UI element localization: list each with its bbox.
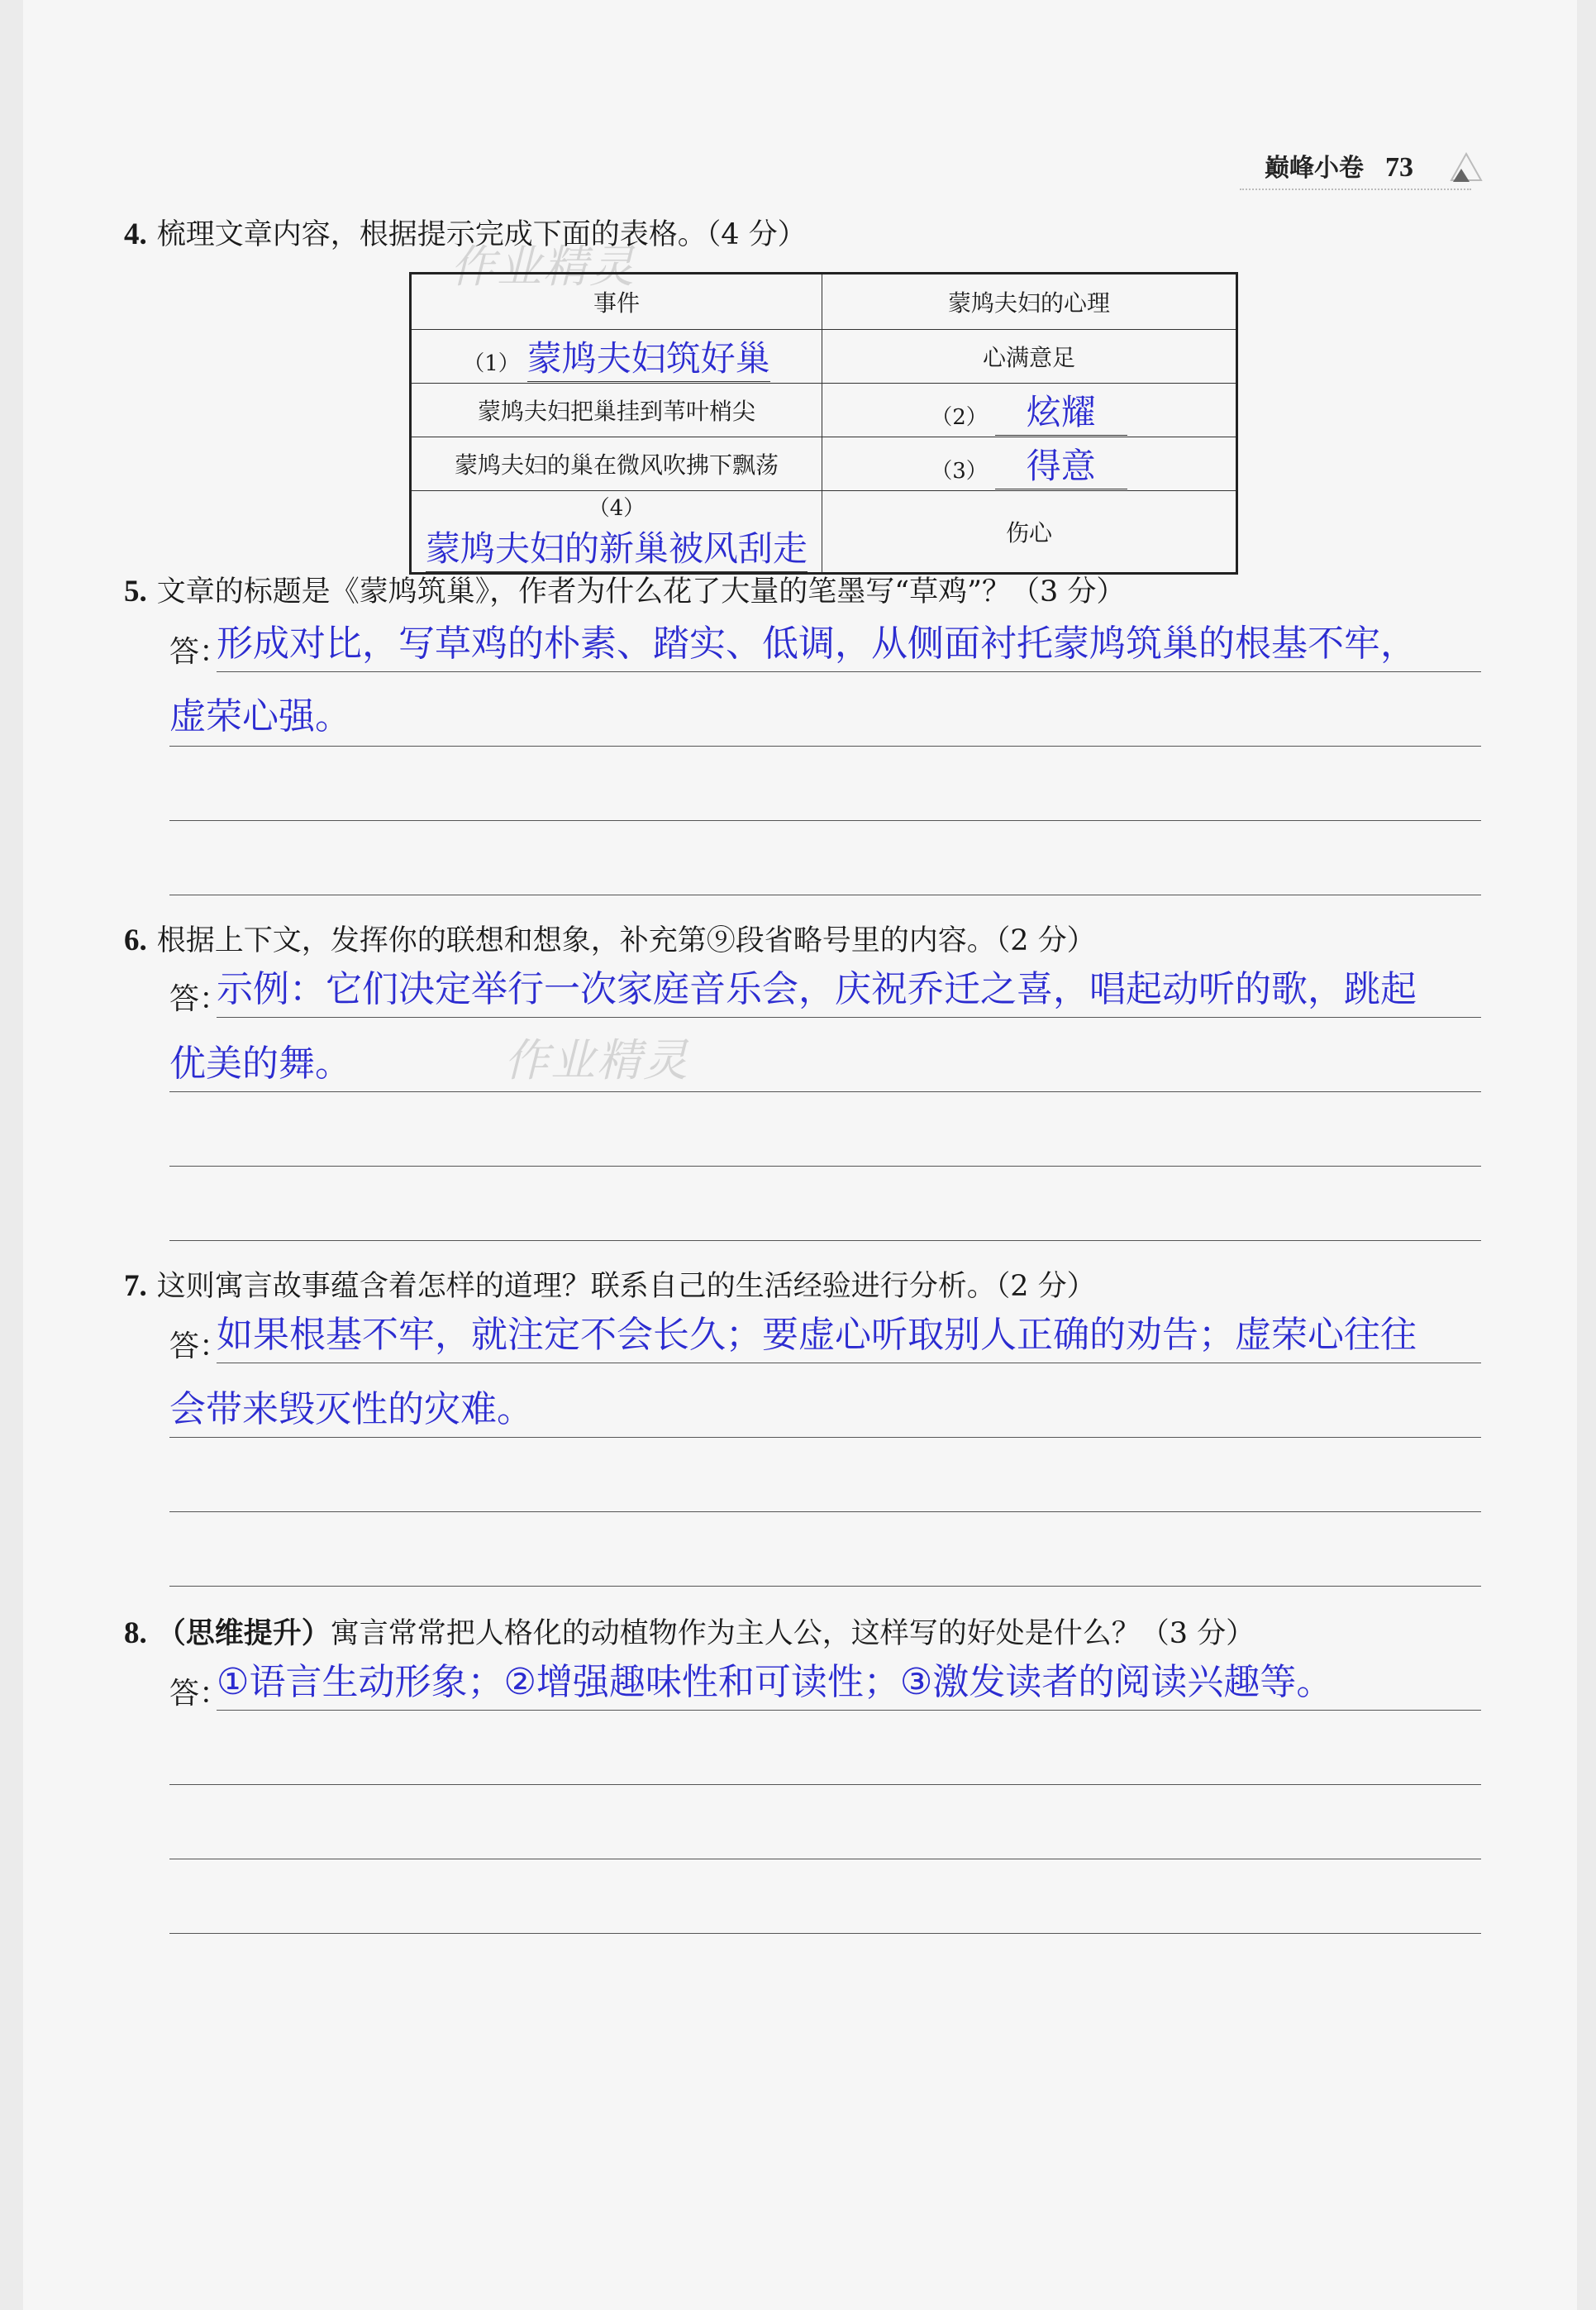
answer-line[interactable] <box>169 746 1481 747</box>
question-number: 4. <box>124 217 147 251</box>
event-cell: 蒙鸠夫妇的巢在微风吹拂下飘荡 <box>411 437 822 491</box>
watermark: 作业精灵 <box>504 1034 689 1086</box>
question-number: 8. <box>124 1616 147 1650</box>
handwritten-answer: 优美的舞。 <box>169 1043 351 1085</box>
answer-line[interactable] <box>169 1166 1481 1167</box>
answer-line[interactable] <box>169 1511 1481 1512</box>
table-row <box>411 330 1237 384</box>
events-table <box>409 272 1238 575</box>
question-number: 5. <box>124 575 147 609</box>
handwritten-answer: 会带来毁灭性的灾难。 <box>169 1388 533 1430</box>
handwritten-answer: 如果根基不牢，就注定不会长久；要虚心听取别人正确的劝告；虚荣心往往 <box>217 1314 1417 1356</box>
triangle-decoration-icon <box>1450 150 1483 185</box>
question-4 <box>124 212 807 253</box>
feeling-cell: 心满意足 <box>822 330 1237 384</box>
answer-label: 答： <box>169 635 230 669</box>
table-row <box>411 384 1237 437</box>
question-text: 梳理文章内容，根据提示完成下面的表格。（4 分） <box>156 218 807 251</box>
handwritten-answer: 示例：它们决定举行一次家庭音乐会，庆祝乔迁之喜，唱起动听的歌，跳起 <box>217 968 1417 1010</box>
question-text: 根据上下文，发挥你的联想和想象，补充第⑨段省略号里的内容。（2 分） <box>156 924 1096 957</box>
table-header-cell: 蒙鸠夫妇的心理 <box>822 274 1237 330</box>
event-cell[interactable] <box>411 330 822 384</box>
question-8 <box>124 1611 1255 1652</box>
handwritten-answer: 虚荣心强。 <box>169 695 351 737</box>
answer-label: 答： <box>169 1329 230 1363</box>
header-divider <box>1240 189 1471 190</box>
question-7 <box>124 1263 1096 1305</box>
answer-line[interactable] <box>169 1091 1481 1092</box>
feeling-cell[interactable] <box>822 437 1237 491</box>
answer-line[interactable] <box>169 1586 1481 1587</box>
page-header <box>1265 147 1413 184</box>
item-number: （3） <box>931 458 988 484</box>
feeling-cell: 伤心 <box>822 491 1237 574</box>
question-5 <box>124 569 1125 610</box>
page-number: 73 <box>1385 152 1413 183</box>
table-row <box>411 491 1237 574</box>
question-text: 文章的标题是《蒙鸠筑巢》，作者为什么花了大量的笔墨写“草鸡”？（3 分） <box>156 575 1126 609</box>
handwritten-answer: ①语言生动形象；②增强趣味性和可读性；③激发读者的阅读兴趣等。 <box>217 1661 1333 1703</box>
answer-label: 答： <box>169 982 230 1016</box>
answer-line[interactable] <box>169 1784 1481 1785</box>
question-6 <box>124 918 1096 959</box>
answer-line[interactable] <box>217 1710 1481 1711</box>
header-title: 巅峰小卷 <box>1265 154 1364 183</box>
answer-label: 答： <box>169 1677 230 1711</box>
item-number: （1） <box>463 351 520 376</box>
handwritten-answer: 形成对比，写草鸡的朴素、踏实、低调，从侧面衬托蒙鸠筑巢的根基不牢， <box>217 623 1417 665</box>
table-header-cell: 事件 <box>411 274 822 330</box>
handwritten-answer: 蒙鸠夫妇的新巢被风刮走 <box>426 522 808 572</box>
answer-line[interactable] <box>169 1437 1481 1438</box>
answer-line[interactable] <box>169 1933 1481 1934</box>
question-number: 6. <box>124 924 147 957</box>
event-cell: 蒙鸠夫妇把巢挂到苇叶梢尖 <box>411 384 822 437</box>
answer-line[interactable] <box>169 1240 1481 1241</box>
event-cell[interactable] <box>411 491 822 574</box>
handwritten-answer: 得意 <box>995 439 1127 489</box>
table-header-row <box>411 274 1237 330</box>
feeling-cell[interactable] <box>822 384 1237 437</box>
handwritten-answer: 炫耀 <box>995 385 1127 436</box>
question-text: 这则寓言故事蕴含着怎样的道理？联系自己的生活经验进行分析。（2 分） <box>156 1270 1096 1303</box>
item-number: （4） <box>588 496 646 521</box>
handwritten-answer: 蒙鸠夫妇筑好巢 <box>527 332 770 382</box>
question-number: 7. <box>124 1269 147 1303</box>
answer-line[interactable] <box>217 671 1481 672</box>
question-text: 寓言常常把人格化的动植物作为主人公，这样写的好处是什么？（3 分） <box>330 1617 1255 1650</box>
answer-line[interactable] <box>169 820 1481 821</box>
watermark: 作业精灵 <box>450 241 636 293</box>
thinking-tag: （思维提升） <box>156 1616 331 1650</box>
table-row <box>411 437 1237 491</box>
answer-line[interactable] <box>217 1017 1481 1018</box>
item-number: （2） <box>931 404 988 430</box>
